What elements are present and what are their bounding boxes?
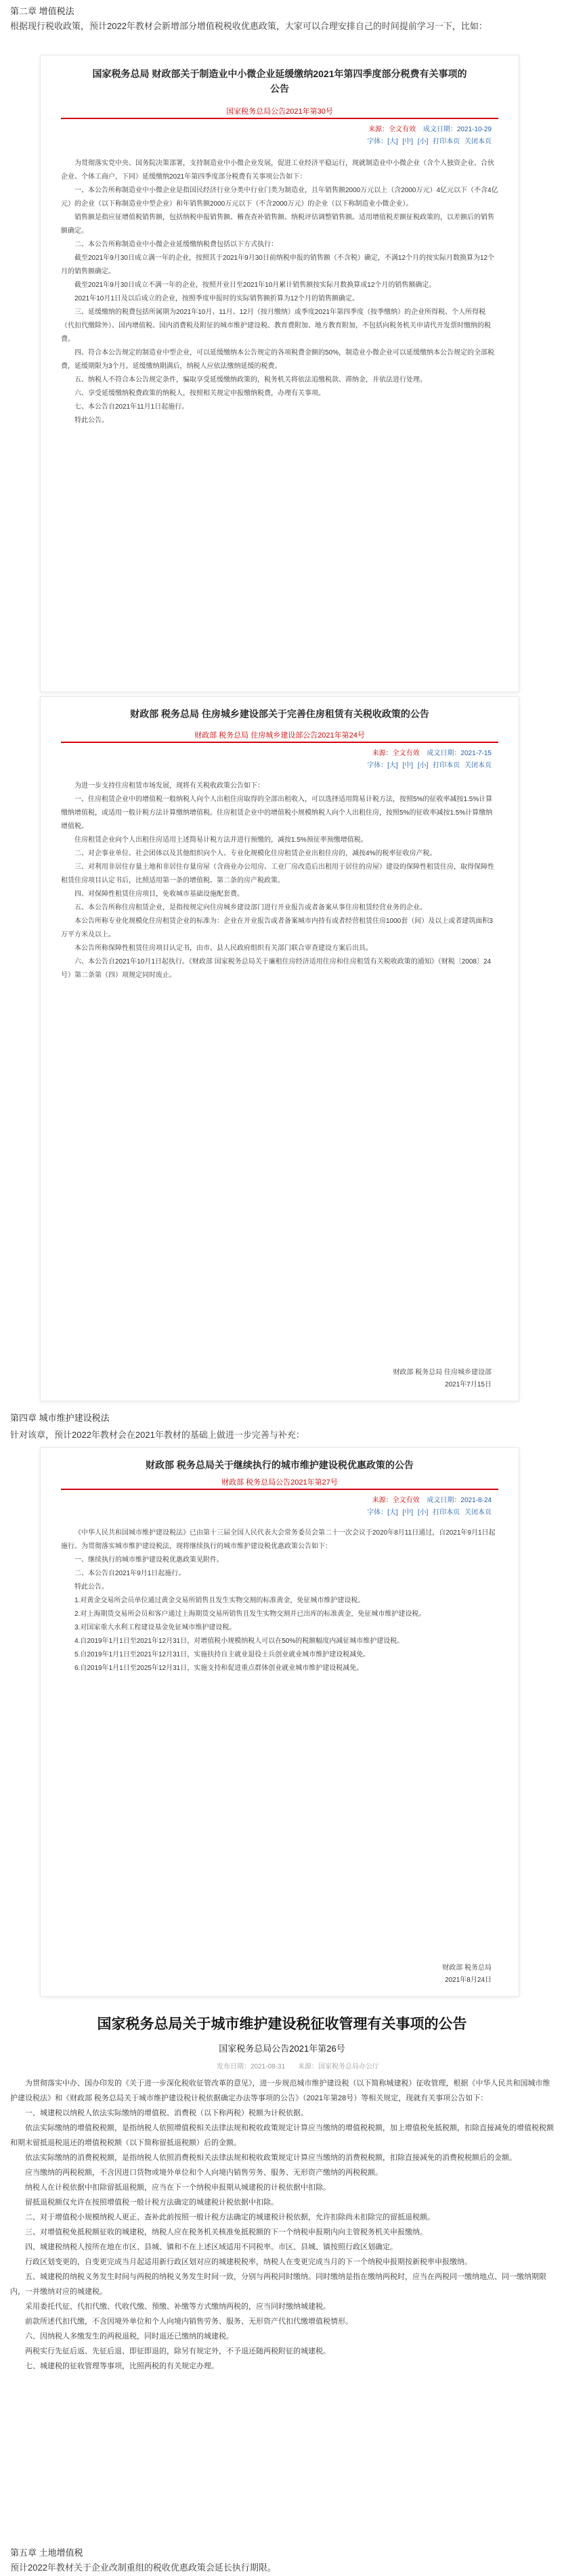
paragraph: 七、本公告自2021年11月1日起施行。: [74, 403, 189, 411]
font-size-label: 字体：[大]: [367, 1509, 398, 1516]
paragraph: 4.自2019年1月1日至2021年12月31日，对增值税小规模纳税人可以在50%的税额幅度内减征城市维护建设税。: [74, 1637, 404, 1645]
article-publish-date: 发布日期：2021-08-31: [217, 2063, 286, 2071]
paragraph: 为贯彻落实中办、国办印发的《关于进一步深化税收征管改革的意见》，进一步规范城市维护建设税（以下简称城建税）征收管理，根据《中华人民共和国城市维护建设税法》和《财政部 税务总局关于城市维护建设税计税依据确定办法等事项的公告》（2021年第28号）等相关规定，现就有关事项公告如下：: [10, 2079, 550, 2102]
red-divider: [61, 118, 498, 119]
card-tools: [364, 1506, 492, 1516]
card-subtitle: 财政部 税务总局 住房城乡建设部公告2021年第24号: [194, 731, 365, 740]
font-small-button[interactable]: 打印本页: [433, 762, 460, 769]
announcement-card-1: [41, 55, 519, 692]
paragraph: 应当缴纳的两税税额，不含因进口货物或境外单位和个人向境内销售劳务、服务、无形资产缴纳的两税税额。: [25, 2169, 383, 2177]
article-subtitle: 国家税务总局公告2021年第26号: [219, 2043, 345, 2054]
paragraph: 四、城建税纳税人按所在地在市区、县城、镇和不在上述区域适用不同税率。市区、县城、镇按照行政区划确定。: [25, 2243, 397, 2251]
paragraph: 3.对国家重大水利工程建设基金免征城市维护建设税。: [74, 1624, 236, 1631]
card-body: [61, 1527, 498, 1675]
print-button[interactable]: 关闭本页: [464, 1509, 492, 1516]
card-tools: [364, 759, 492, 769]
paragraph: 三、对利用非居住存量土地和非居住存量房屋（含商业办公用房、工业厂房改造后出租用于居住的房屋）建设的保障性租赁住房，取得保障性租赁住房项目认定书后，比照适用第一条的增值税、第二条的房产税政策。: [61, 863, 494, 884]
paragraph: 两税实行先征后返、先征后退、即征即退的，除另有规定外，不予退还随两税附征的城建税。: [25, 2347, 330, 2355]
announcement-card-2: [41, 697, 519, 1401]
font-size-label: 字体：[大]: [367, 138, 398, 145]
chapter-4-intro: 针对该章，预计2022年教材会在2021年教材的基础上做进一步完善与补充：: [10, 1430, 305, 1440]
paragraph: 五、纳税人不符合本公告规定条件，骗取享受延缓缴纳政策的，税务机关将依法追缴税款、滞纳金，并依法进行处理。: [74, 376, 427, 384]
card-body: [61, 779, 498, 982]
card-date: 成文日期：2021-8-24: [427, 1497, 492, 1504]
card-meta: [368, 123, 492, 133]
chapter-2-heading: 第二章 增值税法: [10, 6, 74, 16]
paragraph: 2.对上海期货交易所会员和客户通过上海期货交易所销售且发生实物交割并已出库的标准黄金，免征城市维护建设税。: [74, 1610, 426, 1618]
card-title: 国家税务总局 财政部关于制造业中小微企业延缓缴纳2021年第四季度部分税费有关事项的公告: [92, 68, 467, 94]
paragraph: 四、对保障性租赁住房项目，免收城市基础设施配套费。: [74, 890, 244, 898]
signature-date: 2021年7月15日: [445, 1381, 492, 1388]
paragraph: 三、延缓缴纳的税费包括所属期为2021年10月、11月、12月（按月缴纳）或季度2021年第四季度（按季缴纳）的企业所得税、个人所得税（代扣代缴除外）、国内增值税、国内消费税及附征的城市维护建设税、教育费附加、地方教育附加，不包括向税务机关申请代开发票时缴纳的税费。: [61, 309, 491, 343]
chapter-2-intro: 根据现行税收政策，预计2022年教材会新增部分增值税税收优惠政策，大家可以合理安排自己的时间提前学习一下，比如：: [10, 21, 487, 31]
card-tools: [364, 135, 492, 145]
font-medium-button[interactable]: [小]: [417, 138, 429, 145]
chapter-4-heading: 第四章 城市维护建设税法: [10, 1413, 110, 1423]
paragraph: 六、本公告自2021年10月1日起执行。《财政部 国家税务总局关于廉租住房经济适用住房和住房租赁有关税收政策的通知》（财税〔2008〕24号）第二条第（四）项规定同时废止。: [61, 958, 492, 979]
article-title: 国家税务总局关于城市维护建设税征收管理有关事项的公告: [97, 2016, 467, 2032]
paragraph: 采用委托代征、代扣代缴、代收代缴、预缴、补缴等方式缴纳两税的，应当同时缴纳城建税。: [25, 2303, 330, 2311]
card-meta: [372, 1494, 492, 1504]
paragraph: 依法实际缴纳的增值税税额，是指纳税人依照增值税相关法律法规和税收政策规定计算应当缴纳的增值税税额，加上增值税免抵税额，扣除直接减免的增值税税额和期末留抵退税退还的增值税税额（以下简称留抵退税额）后的金额。: [10, 2124, 554, 2147]
paragraph: 二、对企事业单位、社会团体以及其他组织向个人、专业化规模化住房租赁企业出租住房的，减按4%的税率征收房产税。: [74, 850, 437, 857]
font-medium-button[interactable]: [小]: [417, 762, 429, 769]
red-divider: [61, 742, 498, 743]
paragraph: 六、享受延缓缴纳税费政策的纳税人，按照相关规定申报缴纳税费，办理有关事项。: [74, 390, 325, 397]
font-medium-button[interactable]: [小]: [417, 1509, 429, 1516]
paragraph: 三、对增值税免抵税额征收的城建税，纳税人应在税务机关核准免抵税额的下一个纳税申报期内向主管税务机关申报缴纳。: [25, 2228, 427, 2236]
paragraph: 截至2021年9月30日成立不满一年的企业，按照开业日至2021年10月累计销售额按实际月数换算成12个月的销售额确定。: [74, 281, 436, 289]
card-source: 来源：全文有效: [372, 750, 420, 757]
paragraph: 一、住房租赁企业中的增值税一般纳税人向个人出租住房取得的全部出租收入，可以选择适用简易计税方法，按照5%的征收率减按1.5%计算缴纳增值税，或适用一般计税方法计算缴纳增值税。住房租赁企业中的增值税小规模纳税人向个人出租住房，按照5%的征收率减按1.5%计算缴纳增值税。: [61, 796, 493, 830]
card-subtitle: 国家税务总局公告2021年第30号: [226, 108, 333, 116]
signature-block: [393, 1367, 492, 1391]
paragraph: 六、因纳税人多缴发生的两税退税，同时退还已缴纳的城建税。: [25, 2332, 234, 2341]
card-source: 来源：全文有效: [372, 1497, 420, 1504]
signature-issuer: 财政部 税务总局: [442, 1964, 492, 1972]
font-size-label: 字体：[大]: [367, 762, 398, 769]
signature-issuer: 财政部 税务总局 住房城乡建设部: [393, 1369, 492, 1376]
announcement-card-3: [41, 1448, 519, 1996]
paragraph: 特此公告。: [74, 1583, 108, 1591]
chapter-5-heading: 第五章 土地增值税: [10, 2548, 83, 2558]
chapter-5-intro: 预计2022年教材关于企业改制重组的税收优惠政策会延长执行期限。: [10, 2562, 276, 2573]
paragraph: 依法实际缴纳的消费税税额，是指纳税人依照消费税相关法律法规和税收政策规定计算应当缴纳的消费税税额，扣除直接减免的消费税税额后的金额。: [25, 2154, 517, 2162]
paragraph: 一、城建税以纳税人依法实际缴纳的增值税、消费税（以下称两税）税额为计税依据。: [25, 2109, 308, 2117]
paragraph: 《中华人民共和国城市维护建设税法》已由第十三届全国人民代表大会常务委员会第二十一次会议于2020年8月11日通过，自2021年9月1日起施行。为贯彻落实城市维护建设税法，现将继续执行的城市维护建设税优惠政策公告如下：: [61, 1529, 496, 1550]
paragraph: 为进一步支持住房租赁市场发展，现将有关税收政策公告如下：: [74, 782, 264, 790]
card-title: 财政部 税务总局关于继续执行的城市维护建设税优惠政策的公告: [146, 1460, 414, 1470]
font-large-button[interactable]: [中]: [402, 1509, 414, 1516]
paragraph: 纳税人在计税依据中扣除留抵退税额，应当在下一个纳税申报期从城建税的计税依据中扣除。: [25, 2184, 330, 2192]
card-body: [61, 157, 498, 428]
card-source: 来源：全文有效: [368, 126, 416, 133]
print-button[interactable]: 关闭本页: [464, 138, 492, 145]
card-subtitle: 财政部 税务总局公告2021年第27号: [221, 1478, 338, 1487]
paragraph: 6.自2019年1月1日至2025年12月31日，实施支持和促进重点群体创业就业城市维护建设税减免。: [74, 1665, 364, 1672]
font-small-button[interactable]: 打印本页: [433, 138, 460, 145]
article-body: [10, 2076, 555, 2374]
signature-date: 2021年8月24日: [445, 1976, 492, 1984]
font-large-button[interactable]: [中]: [402, 762, 414, 769]
card-title: 财政部 税务总局 住房城乡建设部关于完善住房租赁有关税收政策的公告: [130, 708, 429, 719]
paragraph: 五、城建税的纳税义务发生时间与两税的纳税义务发生时间一致，分别与两税同时缴纳。同时缴纳是指在缴纳两税时，应当在两税同一缴纳地点、同一缴纳期限内，一并缴纳对应的城建税。: [10, 2273, 546, 2296]
paragraph: 前款所述代扣代缴，不含因境外单位和个人向境内销售劳务、服务、无形资产代扣代缴增值税情形。: [25, 2318, 353, 2326]
paragraph: 二、对于增值税小规模纳税人更正、查补此前按照一般计税方法确定的城建税计税依据，允许扣除尚未扣除完的留抵退税额。: [25, 2213, 435, 2221]
paragraph: 5.自2019年1月1日至2021年12月31日，实施扶持自主就业退役士兵创业就业城市维护建设税减免。: [74, 1651, 370, 1658]
signature-block: [442, 1962, 492, 1987]
paragraph: 2021年10月1日及以后成立的企业，按照季度申报时的实际销售额折算为12个月的销售额确定。: [74, 295, 360, 302]
paragraph: 住房租赁企业向个人出租住房适用上述简易计税方法并进行预缴的，减按1.5%预征率预缴增值税。: [74, 836, 368, 844]
card-date: 成文日期：2021-7-15: [427, 750, 492, 757]
paragraph: 1.对黄金交易所会员单位通过黄金交易所销售且发生实物交割的标准黄金，免征城市维护建设税。: [74, 1597, 365, 1604]
paragraph: 四、符合本公告规定的制造业中型企业，可以延缓缴纳本公告规定的各项税费金额的50%，制造业小微企业可以延缓缴纳本公告规定的全部税费，延缓期限为3个月。延缓缴纳期满后，纳税人应依法缴纳延缓的税费。: [61, 349, 495, 370]
font-large-button[interactable]: [中]: [402, 138, 414, 145]
card-meta: [372, 747, 492, 757]
paragraph: 截至2021年9月30日成立满一年的企业，按照其于2021年9月30日前纳税申报的销售额（不含税）确定，不满12个月的按实际月数换算为12个月的销售额确定。: [61, 254, 495, 275]
paragraph: 二、本公告所称制造业中小微企业延缓缴纳税费包括以下方式执行：: [74, 241, 278, 248]
paragraph: 为贯彻落实党中央、国务院决策部署，支持制造业中小微企业发展，促进工业经济平稳运行，现就制造业中小微企业（含个人独资企业、合伙企业、个体工商户，下同）延缓缴纳2021年第四季度部分税费有关事项公告如下：: [61, 160, 494, 181]
font-small-button[interactable]: 打印本页: [433, 1509, 460, 1516]
print-button[interactable]: 关闭本页: [464, 762, 492, 769]
paragraph: 特此公告。: [74, 417, 108, 424]
paragraph: 一、继续执行的城市维护建设税优惠政策见附件。: [74, 1556, 223, 1564]
paragraph: 销售额是指应征增值税销售额，包括纳税申报销售额、稽查查补销售额、纳税评估调整销售额。适用增值税差额征税政策的，以差额后的销售额确定。: [61, 214, 494, 235]
paragraph: 一、本公告所称制造业中小微企业是指国民经济行业分类中行业门类为制造业，且年销售额2000万元以上（含2000万元）4亿元以下（不含4亿元）的企业（以下称制造业中型企业）和年销售额2000万元以下（不含2000万元）的企业（以下称制造业小微企业）。: [61, 187, 498, 208]
paragraph: 七、城建税的征收管理等事项，比照两税的有关规定办理。: [25, 2362, 219, 2370]
red-divider: [61, 1489, 498, 1490]
article-source: 来源：国家税务总局办公厅: [298, 2063, 379, 2071]
paragraph: 二、本公告自2021年9月1日起施行。: [74, 1570, 186, 1577]
paragraph: 本公告所称专业化规模化住房租赁企业的标准为：企业在开业报告或者备案城市内持有或者经营租赁住房1000套（间）及以上或者建筑面积3万平方米及以上。: [61, 918, 493, 939]
paragraph: 留抵退税额仅允许在按照增值税一般计税方法确定的城建税计税依据中扣除。: [25, 2198, 278, 2207]
paragraph: 五、本公告所称住房租赁企业，是指按规定向住房城乡建设部门进行开业报告或者备案从事住房租赁经营业务的企业。: [74, 904, 427, 911]
paragraph: 行政区划变更的，自变更完成当月起适用新行政区划对应的城建税税率，纳税人在变更完成当月的下一个纳税申报期按新税率申报缴纳。: [25, 2258, 472, 2266]
card-date: 成文日期：2021-10-29: [422, 126, 492, 133]
paragraph: 本公告所称保障性租赁住房项目认定书，由市、县人民政府组织有关部门联合审查建设方案后出具。: [74, 945, 372, 952]
